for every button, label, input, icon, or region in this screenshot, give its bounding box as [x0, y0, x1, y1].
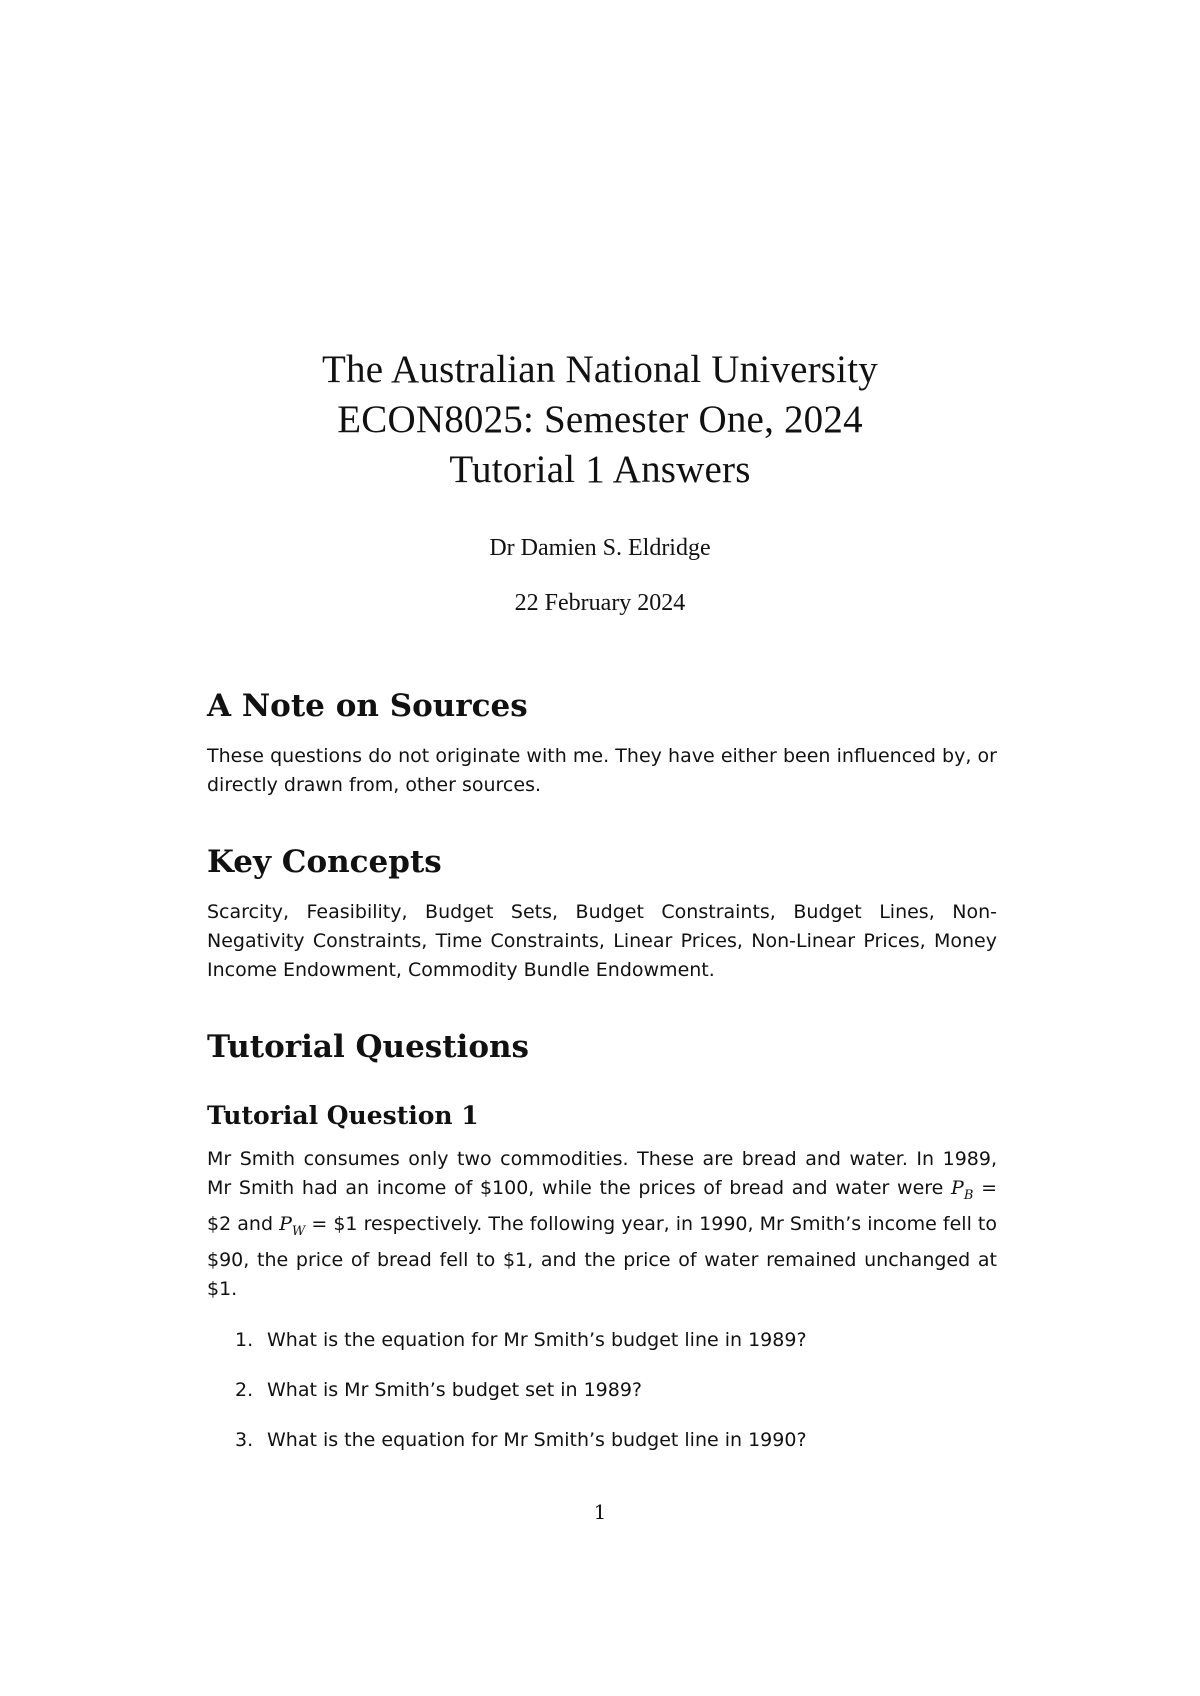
title-course: ECON8025: Semester One, 2024: [337, 398, 863, 441]
question-1-text-part1: Mr Smith consumes only two commodities. These are bread and water. In 1989, Mr Smith had an income of $100, while the prices of bread and water were: [207, 1148, 997, 1199]
title-university: The Australian National University: [322, 348, 878, 391]
price-bread-subscript: B: [963, 1187, 974, 1203]
title-block: [0, 345, 1200, 618]
sources-paragraph: These questions do not originate with me. They have either been influenced by, or directly drawn from, other sources.: [207, 745, 997, 796]
price-water-symbol: P: [279, 1212, 292, 1235]
price-bread-value: = $2: [207, 1177, 997, 1235]
document-body: [207, 686, 997, 1476]
price-water-subscript: W: [291, 1223, 306, 1239]
list-item: [235, 1376, 997, 1405]
list-item-text: What is the equation for Mr Smith’s budget line in 1990?: [267, 1428, 807, 1451]
author: Dr Damien S. Eldridge: [489, 535, 711, 561]
question-1-paragraph: [207, 1145, 997, 1304]
key-concepts-paragraph: Scarcity, Feasibility, Budget Sets, Budget Constraints, Budget Lines, Non-Negativity Constraints, Time Constraints, Linear Prices, Non-Linear Prices, Money Income Endowment, Commodity Bundle Endowment.: [207, 901, 997, 981]
heading-sources: A Note on Sources: [207, 688, 528, 724]
heading-key-concepts: Key Concepts: [207, 844, 442, 880]
list-item-number: 1.: [235, 1328, 254, 1351]
list-item-number: 3.: [235, 1428, 254, 1451]
price-water-value: = $1: [305, 1212, 358, 1235]
list-item: [235, 1426, 997, 1455]
heading-question-1: Tutorial Question 1: [207, 1101, 479, 1130]
question-1-text-part2: respectively. The following year, in 1990, Mr Smith’s income fell to $90, the price of bread fell to $1, and the price of water remained unchanged at $1.: [207, 1212, 998, 1300]
heading-tutorial-questions: Tutorial Questions: [207, 1029, 530, 1065]
list-item: [235, 1326, 997, 1355]
date: 22 February 2024: [514, 590, 686, 616]
title-tutorial: Tutorial 1 Answers: [449, 448, 751, 491]
price-bread-symbol: P: [951, 1177, 964, 1199]
question-1-list: [207, 1326, 997, 1455]
list-item-text: What is Mr Smith’s budget set in 1989?: [267, 1378, 643, 1401]
list-item-number: 2.: [235, 1378, 254, 1401]
question-1-text-and: and: [231, 1212, 280, 1235]
page-number: 1: [593, 1500, 607, 1524]
list-item-text: What is the equation for Mr Smith’s budget line in 1989?: [267, 1328, 807, 1351]
